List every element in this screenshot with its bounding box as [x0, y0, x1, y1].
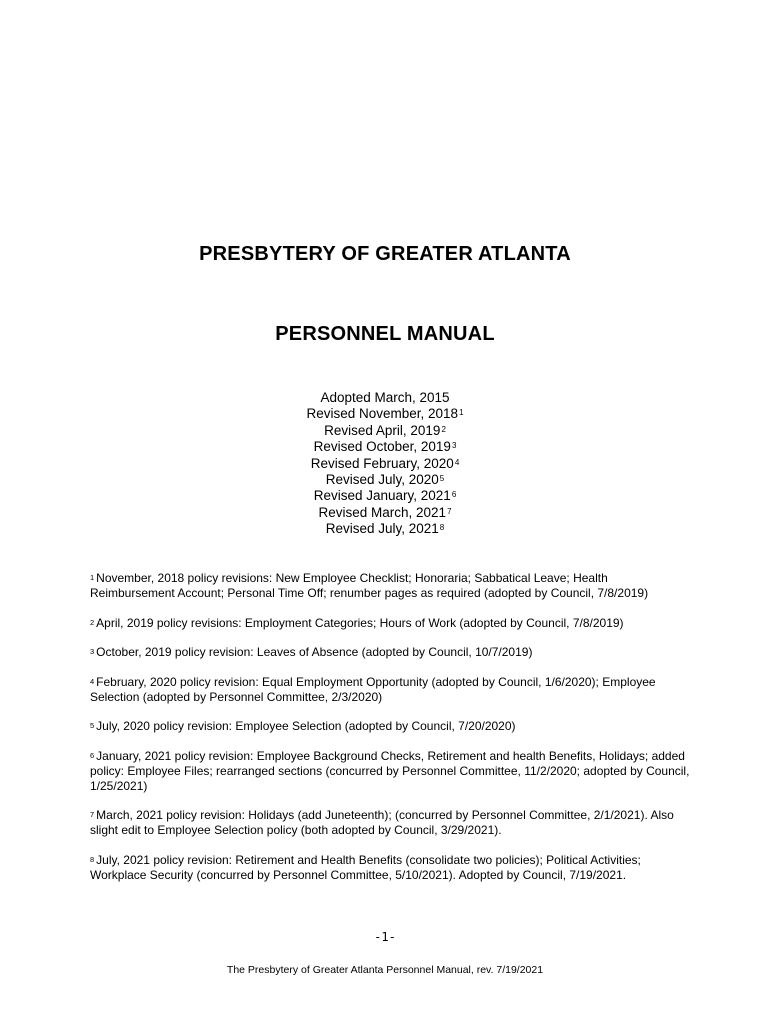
- footnote-text: February, 2020 policy revision: Equal Employment Opportunity (adopted by Council, 1/6/2020); Employee Selection (adopted by Personnel Committee, 2/3/2020): [90, 674, 656, 704]
- revision-line: [0, 456, 770, 472]
- footnote-number: 7: [90, 810, 95, 819]
- document-subtitle: PERSONNEL MANUAL: [275, 323, 495, 345]
- revision-line: [0, 390, 770, 406]
- page-number: -1-: [374, 930, 396, 944]
- footnote-marker: 1: [459, 408, 464, 418]
- footnote-text: March, 2021 policy revision: Holidays (add Juneteenth); (concurred by Personnel Committee, 2/1/2021). Also slight edit to Employee Selection policy (both adopted by Council, 3/29/2021).: [90, 808, 674, 837]
- footnotes-section: [90, 571, 690, 897]
- footnote-text: April, 2019 policy revisions: Employment Categories; Hours of Work (adopted by Council, 7/8/2019): [96, 615, 624, 630]
- footnote: [90, 645, 690, 660]
- footnote-marker: 7: [447, 506, 452, 516]
- revision-text: Revised November, 2018: [306, 406, 459, 422]
- footnote-marker: 3: [451, 441, 457, 451]
- footnote: [90, 719, 690, 734]
- footnote-marker: 4: [454, 457, 460, 467]
- footnote-number: 6: [90, 750, 95, 760]
- footnote: [90, 571, 690, 601]
- footnote-marker: 5: [439, 474, 445, 484]
- footnote: [90, 616, 690, 631]
- footnote-number: 4: [90, 676, 95, 686]
- revision-line: [0, 472, 770, 488]
- footnote-number: 3: [90, 647, 95, 656]
- revision-text: Revised January, 2021: [313, 488, 451, 504]
- revision-line: [0, 406, 770, 422]
- revision-line: [0, 423, 770, 439]
- revision-history: [0, 390, 770, 538]
- footnote: [90, 808, 690, 838]
- footnote-number: 5: [90, 721, 95, 730]
- revision-line: [0, 488, 770, 504]
- footnote-text: January, 2021 policy revision: Employee Background Checks, Retirement and health Benefits, Holidays; added policy: Employee Files; rearranged sections (concurred by Personnel Committee, 11/2/2020; adopted by Council, 1/25/2021): [90, 748, 690, 793]
- revision-line: [0, 439, 770, 455]
- revision-line: [0, 521, 770, 537]
- footnote-text: July, 2020 policy revision: Employee Selection (adopted by Council, 7/20/2020): [96, 719, 516, 733]
- footnote-number: 8: [90, 854, 95, 864]
- footnote-number: 1: [90, 573, 95, 582]
- footnote-text: July, 2021 policy revision: Retirement and Health Benefits (consolidate two policies); Political Activities; Workplace Security (concurred by Personnel Committee, 5/10/2021). Adopted by Council, 7/19/2021.: [90, 852, 641, 882]
- footnote-marker: 6: [451, 490, 457, 500]
- footnote-number: 2: [90, 617, 95, 627]
- revision-text: Revised April, 2019: [324, 422, 441, 438]
- document-title: PRESBYTERY OF GREATER ATLANTA: [199, 243, 571, 265]
- footnote-marker: 2: [441, 424, 446, 434]
- footnote-text: October, 2019 policy revision: Leaves of Absence (adopted by Council, 10/7/2019): [96, 645, 533, 659]
- footnote: [90, 675, 690, 705]
- footnote-text: November, 2018 policy revisions: New Employee Checklist; Honoraria; Sabbatical Leave; Health Reimbursement Account; Personal Time Off; renumber pages as required (adopted by Council, 7/8/2019): [90, 571, 649, 600]
- revision-text: Revised February, 2020: [310, 455, 454, 471]
- revision-line: [0, 505, 770, 521]
- footnote: [90, 749, 690, 794]
- revision-text: Adopted March, 2015: [320, 390, 450, 405]
- revision-text: Revised March, 2021: [318, 504, 447, 520]
- footnote: [90, 853, 690, 883]
- revision-text: Revised October, 2019: [313, 439, 451, 455]
- revision-text: Revised July, 2020: [325, 472, 439, 488]
- page-footer: The Presbytery of Greater Atlanta Personnel Manual, rev. 7/19/2021: [226, 964, 544, 976]
- revision-text: Revised July, 2021: [325, 521, 439, 537]
- footnote-marker: 8: [439, 523, 445, 533]
